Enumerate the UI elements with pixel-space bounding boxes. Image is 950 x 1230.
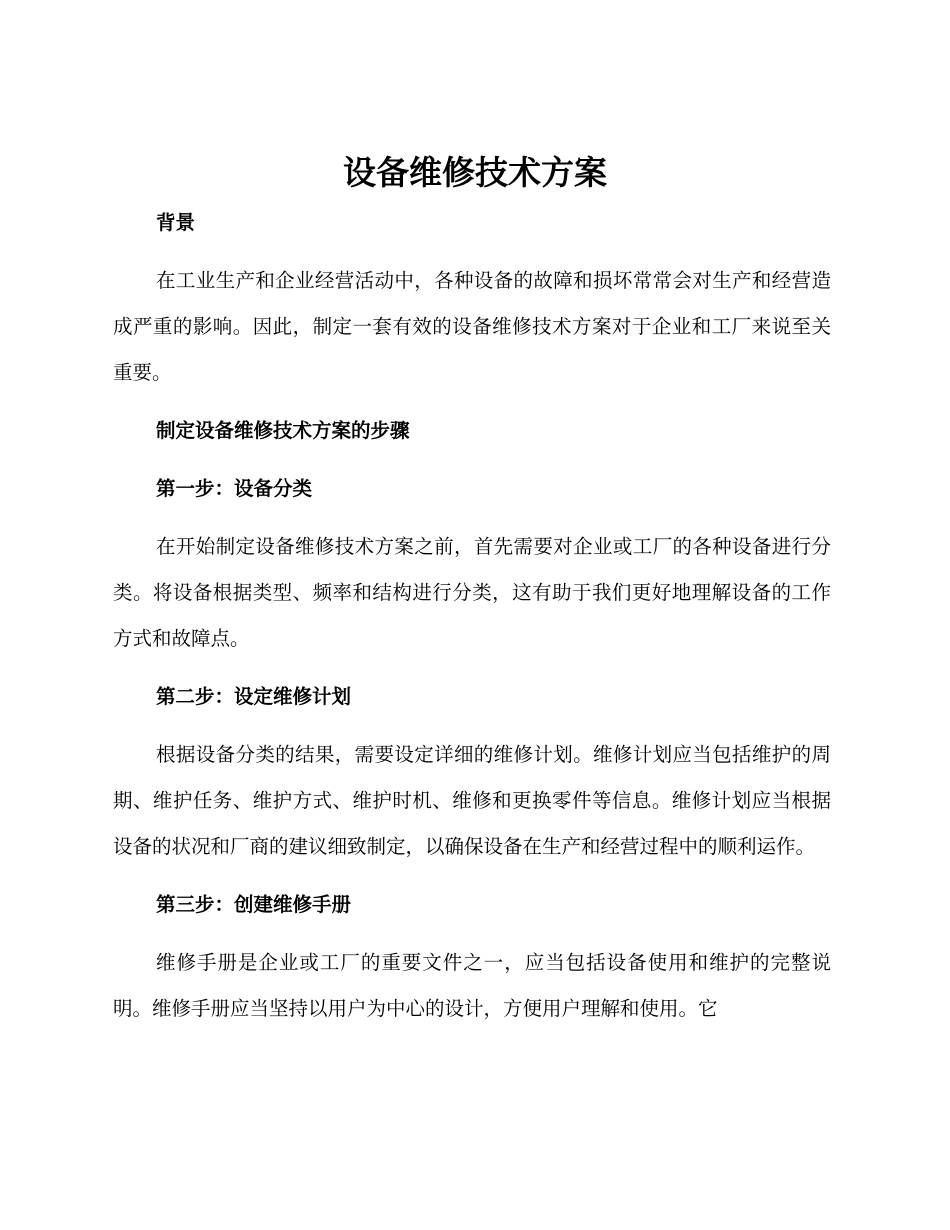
step-2-heading: 第二步：设定维修计划 <box>156 685 352 708</box>
section-heading-background: 背景 <box>156 211 196 234</box>
step-1-heading: 第一步：设备分类 <box>156 477 313 500</box>
document-title: 设备维修技术方案 <box>343 153 607 192</box>
step-3-heading: 第三步：创建维修手册 <box>156 893 352 916</box>
document-body <box>113 200 831 1044</box>
section-heading-steps: 制定设备维修技术方案的步骤 <box>156 419 410 442</box>
step-2-paragraph: 根据设备分类的结果，需要设定详细的维修计划。维修计划应当包括维护的周期、维护任务、维护方式、维护时机、维修和更换零件等信息。维修计划应当根据设备的状况和厂商的建议细致制定，以确保设备在生产和经营过程中的顺利运作。 <box>113 743 831 858</box>
paragraph-background: 在工业生产和企业经营活动中，各种设备的故障和损坏常常会对生产和经营造成严重的影响。因此，制定一套有效的设备维修技术方案对于企业和工厂来说至关重要。 <box>113 269 831 384</box>
step-1-paragraph: 在开始制定设备维修技术方案之前，首先需要对企业或工厂的各种设备进行分类。将设备根据类型、频率和结构进行分类，这有助于我们更好地理解设备的工作方式和故障点。 <box>113 535 831 650</box>
step-3-paragraph: 维修手册是企业或工厂的重要文件之一，应当包括设备使用和维护的完整说明。维修手册应当坚持以用户为中心的设计，方便用户理解和使用。它 <box>113 951 831 1020</box>
